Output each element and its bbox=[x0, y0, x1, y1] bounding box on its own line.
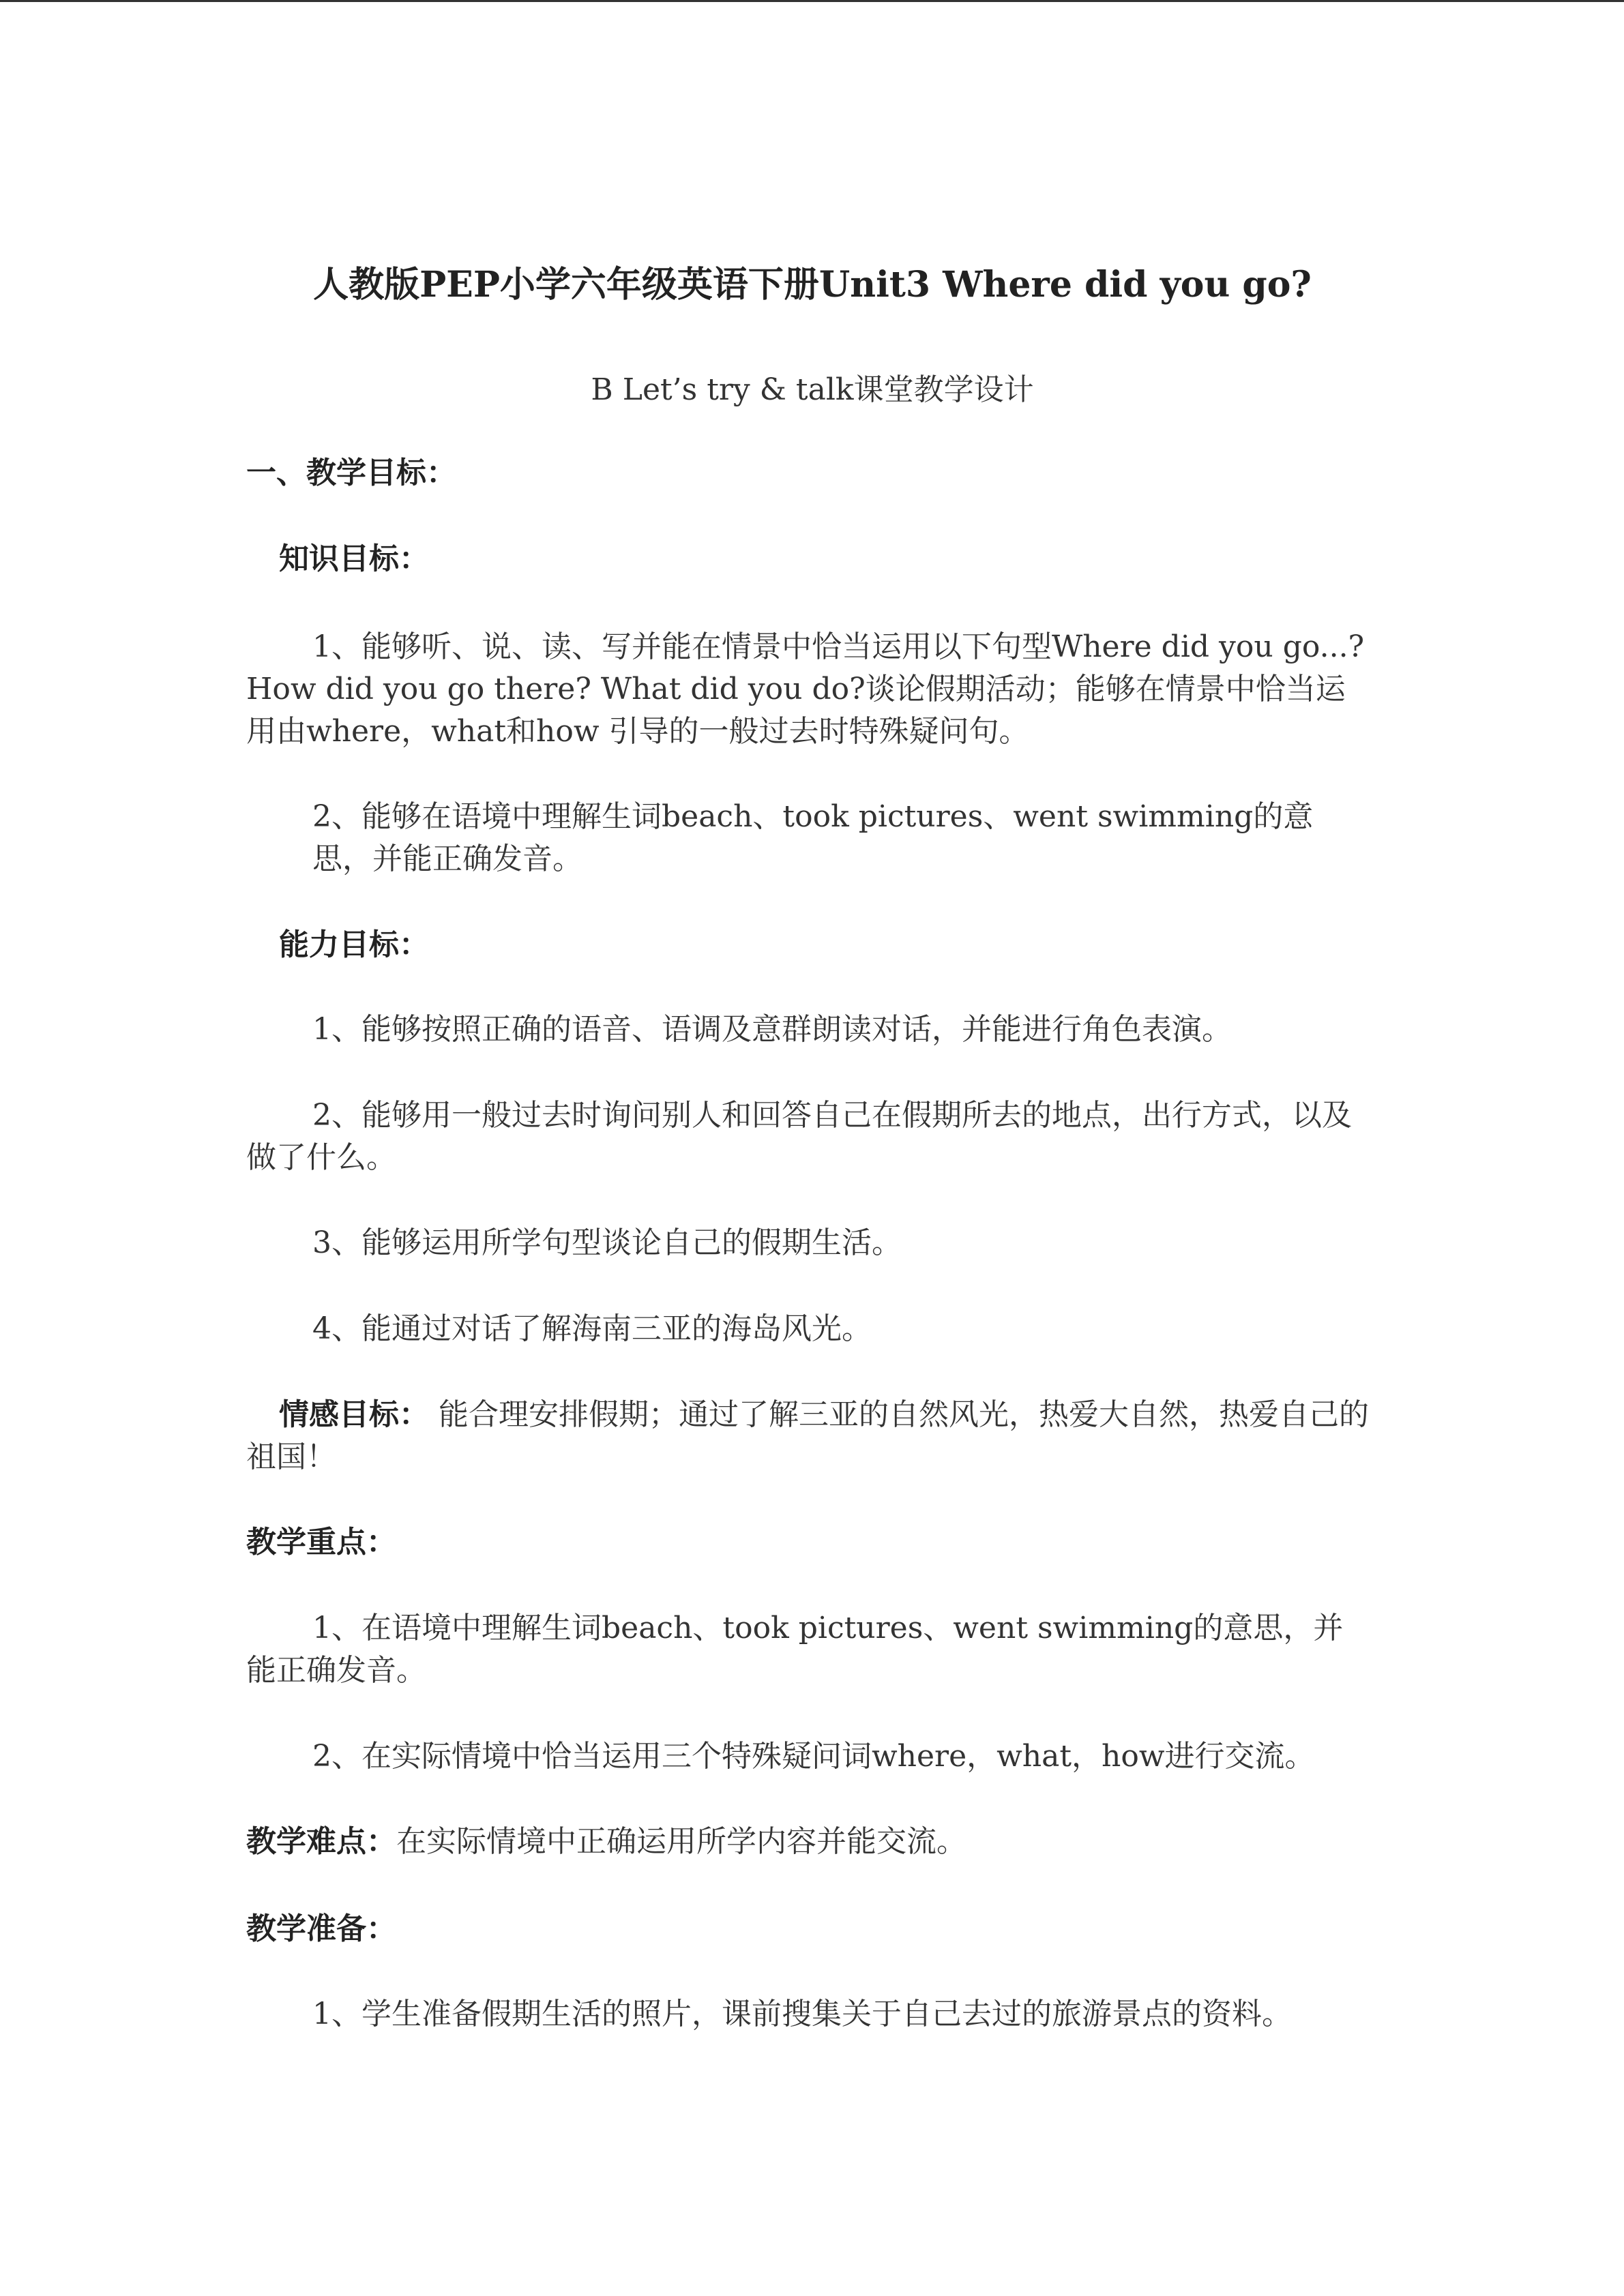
knowledge-item-1: 1、能够听、说、读、写并能在情景中恰当运用以下句型Where did you go...?How did you go there? What did you do?谈论假期活动；能够在情景中恰当运用由where，what和how 引导的一般过去时特殊疑问句。 bbox=[246, 629, 1365, 749]
key-point-item-1: 1、在语境中理解生词beach、took pictures、went swimming的意思，并能正确发音。 bbox=[246, 1611, 1344, 1688]
subheading-knowledge: 知识目标： bbox=[279, 541, 429, 576]
ability-item-4: 4、能通过对话了解海南三亚的海岛风光。 bbox=[312, 1311, 872, 1346]
key-point-item-2: 2、在实际情境中恰当运用三个特殊疑问词where，what，how进行交流。 bbox=[312, 1739, 1315, 1774]
subheading-ability: 能力目标： bbox=[279, 927, 429, 962]
section-heading-difficulty: 教学难点： bbox=[246, 1824, 396, 1859]
section-heading-key-points: 教学重点： bbox=[246, 1525, 396, 1560]
difficulty-text: 在实际情境中正确运用所学内容并能交流。 bbox=[396, 1824, 966, 1859]
emotion-text: 能合理安排假期；通过了解三亚的自然风光，热爱大自然，热爱自己的祖国！ bbox=[246, 1397, 1369, 1474]
ability-item-3: 3、能够运用所学句型谈论自己的假期生活。 bbox=[312, 1225, 902, 1260]
difficulty-paragraph bbox=[246, 1821, 1372, 1863]
document-subtitle: B Let’s try & talk课堂教学设计 bbox=[591, 372, 1034, 407]
document-title: 人教版PEP小学六年级英语下册Unit3 Where did you go? bbox=[313, 264, 1312, 305]
section-heading-preparation: 教学准备： bbox=[246, 1911, 396, 1946]
ability-item-2: 2、能够用一般过去时询问别人和回答自己在假期所去的地点，出行方式，以及做了什么。 bbox=[246, 1098, 1352, 1175]
section-heading-objectives: 一、教学目标： bbox=[246, 456, 456, 490]
ability-item-1: 1、能够按照正确的语音、语调及意群朗读对话，并能进行角色表演。 bbox=[312, 1012, 1232, 1047]
prep-item-1: 1、学生准备假期生活的照片，课前搜集关于自己去过的旅游景点的资料。 bbox=[312, 1997, 1292, 2031]
top-border bbox=[0, 0, 1624, 2]
emotion-paragraph bbox=[246, 1394, 1372, 1478]
subheading-emotion: 情感目标： bbox=[279, 1397, 429, 1432]
knowledge-item-2: 2、能够在语境中理解生词beach、took pictures、went swimming的意思，并能正确发音。 bbox=[312, 799, 1314, 876]
